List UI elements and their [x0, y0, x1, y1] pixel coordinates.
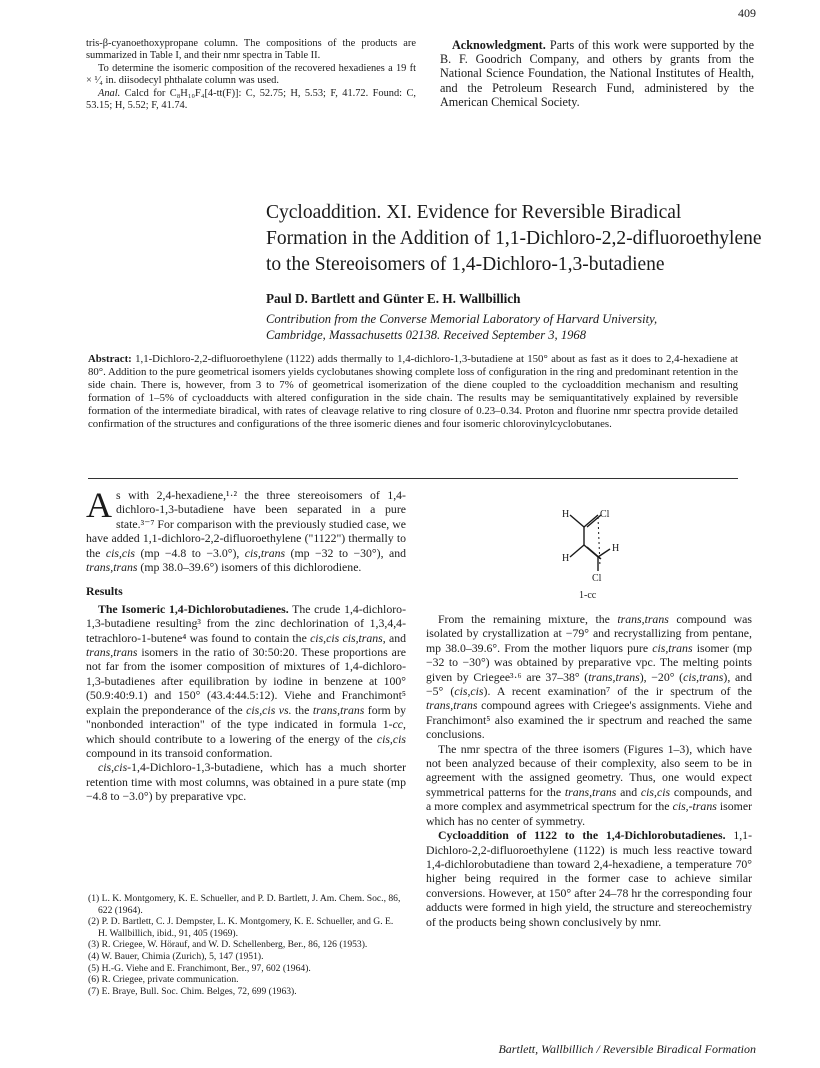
intro-paragraph: As with 2,4-hexadiene,¹·² the three stereoisomers of 1,4-dichloro-1,3-butadiene have been separated in a pure state.³⁻⁷ For comparison with the previously studied case, we have added 1,1-dichloro-2,2-difluoroethylene ("1122") thermally to the cis,cis (mp −4.8 to −3.0°), cis,trans (mp −32 to −30°), and trans,trans (mp 38.0–39.6°) isomers of this dichlorodiene.: [86, 485, 406, 575]
abstract-label: Abstract:: [88, 353, 132, 365]
atom-label: H: [612, 543, 620, 554]
bond-line: [570, 515, 584, 527]
title-line-1: Cycloaddition. XI. Evidence for Reversible Biradical: [266, 202, 682, 223]
main-left-column: [86, 485, 407, 804]
acknowledgment-text: Parts of this work were supported by the B. F. Goodrich Company, and others by grants from the National Science Foundation, the National Institutes of Health, and the Petroleum Research Fund, administered by the American Chemical Society.: [440, 38, 754, 109]
title-line-3: to the Stereoisomers of 1,4-Dichloro-1,3-butadiene: [266, 254, 665, 275]
top-left-column: [86, 38, 416, 112]
references: [86, 893, 404, 997]
analysis-label: Anal.: [98, 87, 121, 99]
experimental-paragraph: tris-β-cyanoethoxypropane column. The compositions of the products are summarized in Table I, and their nmr spectra in Table II.: [86, 38, 416, 62]
acknowledgment-block: [440, 38, 754, 109]
atom-label: H: [562, 553, 570, 564]
bond-line: [570, 545, 584, 557]
atom-label: Cl: [600, 509, 610, 520]
ciscis-paragraph: cis,cis-1,4-Dichloro-1,3-butadiene, which has a much shorter retention time with most columns, was obtained in a pure state (mp −4.8 to −3.0°) by preparative vpc.: [86, 760, 406, 804]
abstract: [88, 353, 738, 430]
atom-label: H: [562, 509, 570, 520]
cycloaddition-paragraph: Cycloaddition of 1122 to the 1,4-Dichlorobutadienes. 1,1-Dichloro-2,2-difluoroethylene (1122) is much less reactive toward 1,4-dichlorobutadiene than toward 2,4-hexadiene, a temperature 70° higher being required in the former case to achieve similar conversions. However, at 150° after 24–78 hr the corresponding four adducts were formed in high yield, the structure and stereochemistry of the products being shown conclusively by nmr.: [426, 828, 752, 929]
abstract-text: 1,1-Dichloro-2,2-difluoroethylene (1122) adds thermally to 1,4-dichloro-1,3-butadiene at 150° about as fast as it does to 2,4-hexadiene at 80°. Addition to the pure geometrical isomers yields cyclobutanes showing complete loss of configuration in the ring and predominant retention in the side chain. There is, however, from 3 to 7% of geometrical isomerization of the diene coupled to the cycloaddition mechanism and resulting formation of 1–5% of cycloadducts with altered configuration in the side chain. The results may be semiquantitatively explained by reversible formation of the intermediate biradical, with rates of cleavage relative to ring closure of 0.23–0.34. Proton and fluorine nmr spectra provide detailed confirmation of the structures and configurations of the three isomeric dienes and four isomeric chlorovinylcyclobutanes.: [88, 353, 738, 430]
bond-line: [584, 515, 598, 527]
reference-item: (3) R. Criegee, W. Hörauf, and W. D. Schellenberg, Ber., 86, 126 (1953).: [88, 939, 368, 951]
bond-line: [587, 515, 601, 527]
reference-item: (7) E. Braye, Bull. Soc. Chim. Belges, 72, 699 (1963).: [88, 985, 297, 997]
hexadiene-paragraph: To determine the isomeric composition of the recovered hexadienes a 19 ft × ¹⁄₄ in. diisodecyl phthalate column was used.: [86, 62, 416, 87]
reference-item: (5) H.-G. Viehe and E. Franchimont, Ber., 97, 602 (1964).: [88, 962, 311, 974]
isomeric-paragraph: The Isomeric 1,4-Dichlorobutadienes. The crude 1,4-dichloro-1,3-butadiene resulting³ from the zinc dechlorination of 1,3,4,4-tetrachloro-1-butene⁴ was found to contain the cis,cis cis,trans, and trans,trans isomers in the ratio of 30:50:20. These proportions are not far from the isomer composition of mixtures of 1,4-dichloro-1,3-butadienes after equilibration by iodine in benzene at 100° (50.9:40:9.1) and 150° (43.4:44.5:12). Viehe and Franchimont⁵ explain the preponderance of the cis,cis vs. the trans,trans form by "nonbonded interaction" of the type indicated in formula 1-cc, which should contribute to a lowering of the energy of the cis,cis compound in its transoid conformation.: [86, 601, 407, 760]
reference-item: (4) W. Bauer, Chimia (Zurich), 5, 147 (1951).: [88, 950, 264, 962]
nmr-spectra-paragraph: The nmr spectra of the three isomers (Figures 1–3), which have not been analyzed because of their complexity, also seem to be in agreement with the assigned geometry. Thus, one would expect symmetrical patterns for the trans,trans and cis,cis compounds, and a more complex and asymmetrical spectrum for the cis,-trans isomer which has no center of symmetry.: [426, 741, 752, 828]
page-number: 409: [738, 6, 756, 20]
reference-item: (1) L. K. Montgomery, K. E. Schueller, and P. D. Bartlett, J. Am. Chem. Soc., 86, 622 (1964).: [88, 893, 401, 916]
affiliation-line-2: Cambridge, Massachusetts 02138. Received September 3, 1968: [266, 328, 587, 342]
reference-item: (6) R. Criegee, private communication.: [88, 974, 239, 986]
drop-cap: A: [86, 485, 112, 525]
cycloaddition-runin-heading: Cycloaddition of 1122 to the 1,4-Dichlorobutadienes.: [438, 828, 726, 843]
structure-figure-1cc: [540, 505, 630, 585]
authors: Paul D. Bartlett and Günter E. H. Wallbillich: [266, 291, 521, 306]
affiliation: [266, 311, 746, 343]
affiliation-line-1: Contribution from the Converse Memorial Laboratory of Harvard University,: [266, 312, 658, 326]
article-title: [266, 200, 762, 278]
isomeric-runin-heading: The Isomeric 1,4-Dichlorobutadienes.: [98, 601, 289, 616]
atom-label: Cl: [592, 573, 602, 584]
acknowledgment-label: Acknowledgment.: [452, 38, 546, 52]
results-heading: Results: [86, 584, 123, 599]
running-footer: Bartlett, Wallbillich / Reversible Biradical Formation: [498, 1042, 756, 1056]
analysis-text: Calcd for C₈H₁₀F₄[4-tt(F)]: C, 52.75; H, 5.53; F, 41.72. Found: C, 53.15; H, 5.52; F, 41.74.: [86, 87, 416, 112]
figure-label: 1-cc: [579, 590, 597, 601]
title-line-2: Formation in the Addition of 1,1-Dichloro-2,2-difluoroethylene: [266, 228, 762, 249]
main-right-column: [426, 612, 752, 929]
remaining-mixture-paragraph: From the remaining mixture, the trans,trans compound was isolated by crystallization at −79° and recrystallizing from pentane, mp 38.0–39.6°. From the mother liquors pure cis,trans isomer (mp −32 to −30°) was obtained by preparative vpc. The melting points given by Criegee³·⁶ are 37–38° (trans,trans), −20° (cis,trans), and −5° (cis,cis). A recent examination⁷ of the ir spectrum of the trans,trans compound agrees with Criegee's assignments. Viehe and Franchimont⁵ also examined the ir spectrum and reached the same conclusions.: [426, 612, 752, 742]
analysis-paragraph: [86, 88, 416, 113]
abstract-divider: [88, 478, 738, 479]
reference-item: (2) P. D. Bartlett, C. J. Dempster, L. K. Montgomery, K. E. Schueller, and G. E. H. Wallbillich, ibid., 91, 405 (1969).: [88, 916, 394, 939]
